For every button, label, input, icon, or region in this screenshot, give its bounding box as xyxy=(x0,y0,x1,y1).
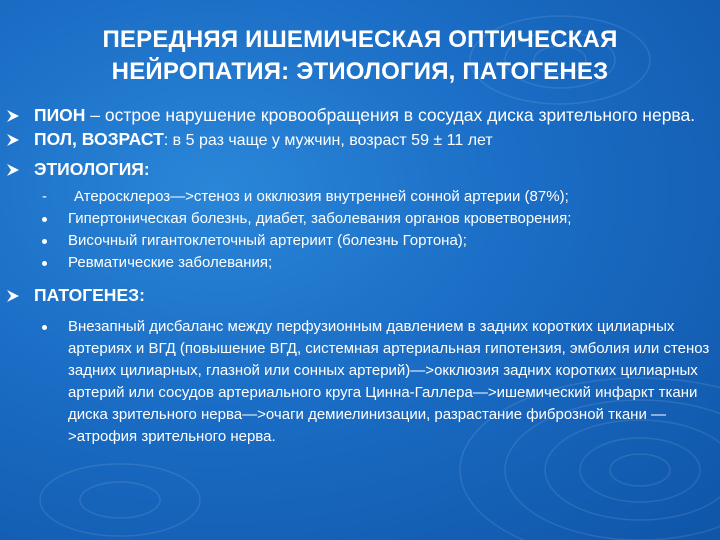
bullet-pion xyxy=(6,104,714,126)
bullet-lead: ПАТОГЕНЕЗ: xyxy=(34,285,145,305)
dot-bullet-icon xyxy=(42,325,47,330)
dot-bullet-icon xyxy=(42,261,47,266)
etiology-item xyxy=(6,230,714,252)
arrowhead-bullet-icon xyxy=(6,109,20,123)
arrowhead-bullet-icon xyxy=(6,289,20,303)
bullet-lead: ЭТИОЛОГИЯ: xyxy=(34,159,150,179)
bullet-sex-age xyxy=(6,128,714,152)
title-line-1: ПЕРЕДНЯЯ ИШЕМИЧЕСКАЯ ОПТИЧЕСКАЯ xyxy=(102,26,618,53)
bullet-text: : в 5 раз чаще у мужчин, возраст 59 ± 11 лет xyxy=(163,132,493,149)
etiology-item xyxy=(6,252,714,274)
dot-bullet-icon xyxy=(42,217,47,222)
etiology-text: Атеросклероз—>стеноз и окклюзия внутренней сонной артерии (87%); xyxy=(74,188,569,205)
arrowhead-bullet-icon xyxy=(6,133,20,147)
bullet-lead: ПОЛ, ВОЗРАСТ xyxy=(34,129,164,149)
pathogenesis-text: Внезапный дисбаланс между перфузионным давлением в задних коротких цилиарных артериях и ВГД (повышение ВГД, системная артериальная гипотензия, эмболия или стеноз задних цилиарных, глазной или сонных артерий)—>окклюзия задних коротких цилиарных артерий или сосудов артериального круга Цинна-Галлера—>ишемический инфаркт ткани диска зрительного нерва—>очаги демиелинизации, разрастание фиброзной ткани —>атрофия зрительного нерва. xyxy=(68,318,710,445)
bullet-text: – острое нарушение кровообращения в сосудах диска зрительного нерва. xyxy=(85,105,696,125)
bullet-pathogenesis xyxy=(6,284,714,306)
bullet-list xyxy=(6,104,714,448)
slide-title xyxy=(30,24,690,88)
dot-bullet-icon xyxy=(42,239,47,244)
bullet-etiology xyxy=(6,158,714,180)
etiology-text: Височный гигантоклеточный артериит (болезнь Гортона); xyxy=(68,232,467,249)
etiology-text: Гипертоническая болезнь, диабет, заболевания органов кроветворения; xyxy=(68,210,572,227)
dash-bullet: - xyxy=(42,188,47,205)
title-line-2: НЕЙРОПАТИЯ: ЭТИОЛОГИЯ, ПАТОГЕНЕЗ xyxy=(111,58,609,85)
pathogenesis-item xyxy=(6,316,714,448)
bullet-lead: ПИОН xyxy=(34,105,86,125)
etiology-text: Ревматические заболевания; xyxy=(68,254,273,271)
arrowhead-bullet-icon xyxy=(6,163,20,177)
etiology-item xyxy=(6,208,714,230)
etiology-item xyxy=(6,186,714,208)
